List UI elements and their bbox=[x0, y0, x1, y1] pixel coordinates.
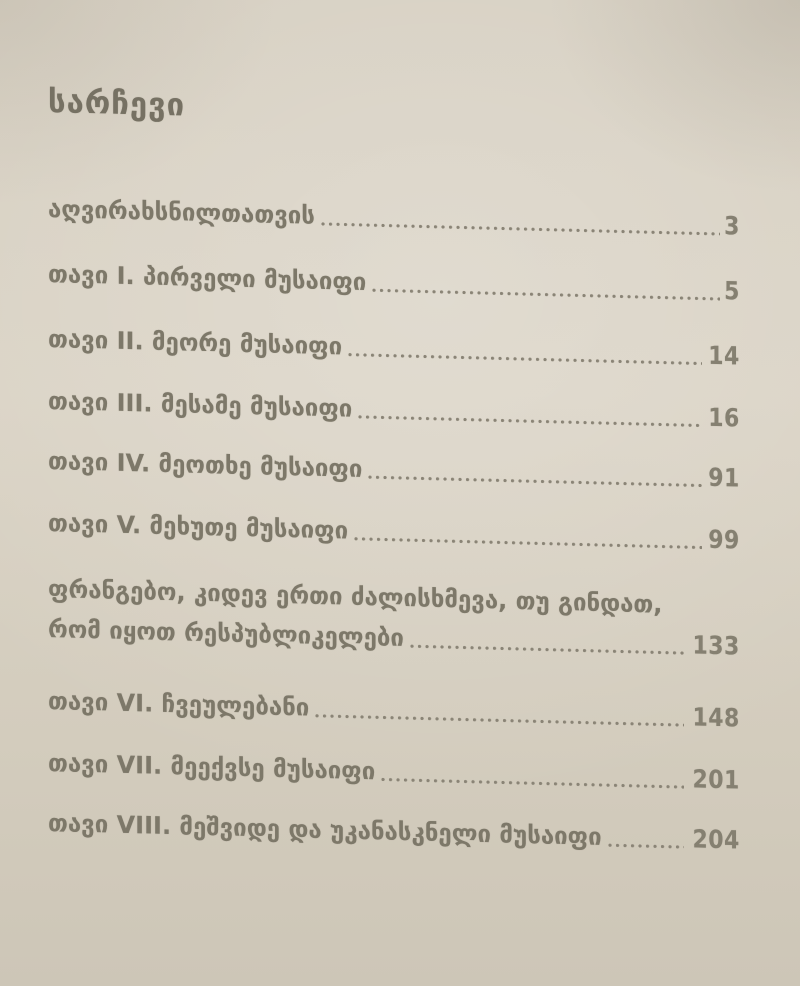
toc-entry-label: აღვირახსნილთათვის bbox=[48, 195, 315, 230]
toc-entry-page: 201 bbox=[692, 764, 740, 795]
toc-entry-page: 133 bbox=[692, 630, 740, 661]
toc-entry-page: 91 bbox=[708, 462, 740, 493]
toc-entry bbox=[48, 259, 740, 307]
toc-entry-label: რომ იყოთ რესპუბლიკელები bbox=[48, 615, 404, 653]
dot-leader bbox=[321, 222, 720, 236]
toc-entry bbox=[48, 748, 740, 796]
toc-entry-label: თავი VI. ჩვეულებანი bbox=[48, 687, 310, 722]
dot-leader bbox=[354, 537, 702, 550]
toc-entry bbox=[48, 446, 740, 494]
toc-entry bbox=[48, 386, 740, 434]
toc-entry bbox=[48, 508, 740, 556]
toc-entry-page: 5 bbox=[724, 276, 740, 306]
dot-leader bbox=[358, 415, 702, 428]
toc-entry-label: თავი I. პირველი მუსაიფი bbox=[48, 260, 367, 297]
toc-entry bbox=[48, 324, 740, 372]
page-title: სარჩევი bbox=[48, 84, 186, 124]
toc-entry-label: ფრანგებო, კიდევ ერთი ძალისხმევა, თუ გინდათ, bbox=[48, 575, 663, 619]
dot-leader bbox=[315, 714, 684, 727]
dot-leader bbox=[372, 288, 720, 301]
dot-leader bbox=[608, 843, 685, 849]
toc-entry bbox=[48, 194, 740, 242]
toc-entry-page: 148 bbox=[692, 702, 740, 733]
toc-entry-label: თავი V. მეხუთე მუსაიფი bbox=[48, 509, 349, 545]
toc-entry-page: 99 bbox=[708, 524, 740, 555]
toc-entry-line2 bbox=[48, 614, 740, 662]
toc-entry-line1 bbox=[48, 574, 740, 622]
dot-leader bbox=[381, 777, 684, 789]
toc-entry-label: თავი IV. მეოთხე მუსაიფი bbox=[48, 447, 363, 483]
toc-entry bbox=[48, 686, 740, 734]
toc-entry-label: თავი III. მესამე მუსაიფი bbox=[48, 387, 353, 423]
toc-entry-page: 204 bbox=[692, 824, 740, 855]
toc-entry-multiline bbox=[48, 574, 740, 662]
toc-entry bbox=[48, 808, 740, 856]
toc-entry-label: თავი VII. მეექვსე მუსაიფი bbox=[48, 749, 376, 786]
dot-leader bbox=[410, 644, 684, 655]
toc-entry-label: თავი II. მეორე მუსაიფი bbox=[48, 325, 343, 361]
toc-entry-page: 3 bbox=[724, 211, 740, 241]
toc-entry-page: 14 bbox=[708, 340, 740, 371]
dot-leader bbox=[368, 475, 702, 487]
dot-leader bbox=[348, 353, 702, 366]
book-page bbox=[48, 84, 740, 856]
toc-entry-page: 16 bbox=[708, 402, 740, 433]
toc-entry-label: თავი VIII. მეშვიდე და უკანასკნელი მუსაიფი bbox=[48, 809, 602, 852]
table-of-contents bbox=[48, 194, 740, 856]
